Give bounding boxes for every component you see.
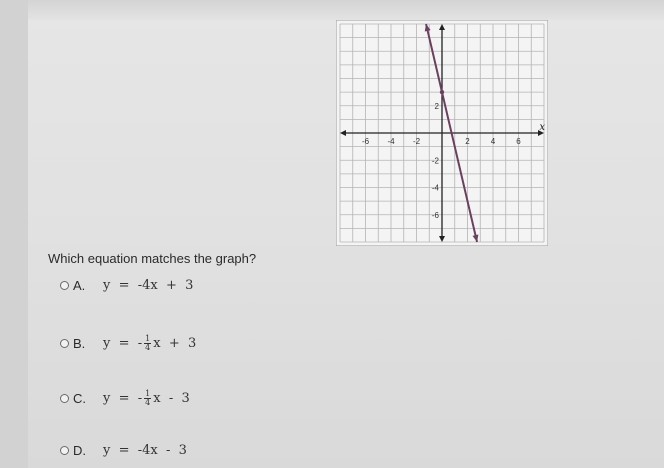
y-tick-label: 2 (434, 101, 439, 111)
question-text: Which equation matches the graph? (48, 251, 257, 266)
choice-d-letter: D. (73, 442, 86, 458)
choice-b-equation (103, 335, 196, 352)
choice-d-eq-text: y = -4x - 3 (103, 442, 187, 458)
x-tick-label: -6 (361, 137, 370, 146)
choice-c-eq-pre: y = - (103, 390, 143, 406)
radio-b[interactable] (60, 339, 69, 348)
x-axis-label: x (539, 122, 545, 133)
x-tick-label: -2 (412, 137, 421, 146)
choice-c-fraction (144, 390, 151, 407)
choice-d-equation (103, 443, 187, 458)
x-tick-label: -4 (387, 137, 395, 146)
choice-c-frac-num: 1 (145, 388, 151, 398)
choice-c-eq-post: x - 3 (153, 390, 190, 406)
left-strip (0, 0, 28, 468)
choice-c[interactable] (60, 388, 190, 408)
choice-b-letter: B. (73, 335, 86, 351)
choice-b-eq-pre: y = - (103, 335, 143, 351)
choice-b-frac-num: 1 (145, 333, 151, 343)
radio-d[interactable] (60, 446, 69, 455)
choice-a-eq-text: y = -4x + 3 (103, 277, 194, 293)
y-tick-label: -4 (431, 183, 439, 193)
choice-a[interactable] (60, 275, 193, 295)
x-tick-label: 6 (516, 137, 521, 146)
radio-a[interactable] (60, 281, 69, 290)
y-intercept-point (440, 90, 444, 94)
choice-c-frac-den: 4 (145, 397, 151, 407)
choice-b[interactable] (60, 333, 196, 353)
choice-c-letter: C. (73, 390, 86, 406)
top-band (0, 0, 664, 20)
choice-b-frac-den: 4 (145, 342, 151, 352)
graph-svg (336, 20, 548, 246)
x-tick-label: 4 (490, 137, 496, 146)
choice-b-eq-post: x + 3 (153, 335, 197, 351)
y-tick-label: -2 (431, 156, 439, 166)
y-tick-label: -6 (431, 210, 439, 220)
choice-a-equation (103, 278, 193, 293)
choice-c-equation (103, 390, 190, 407)
radio-c[interactable] (60, 394, 69, 403)
choice-a-letter: A. (73, 277, 86, 293)
coordinate-graph (336, 20, 548, 246)
choice-d[interactable] (60, 440, 187, 460)
choice-b-fraction (144, 335, 151, 352)
x-tick-label: 2 (465, 137, 470, 146)
